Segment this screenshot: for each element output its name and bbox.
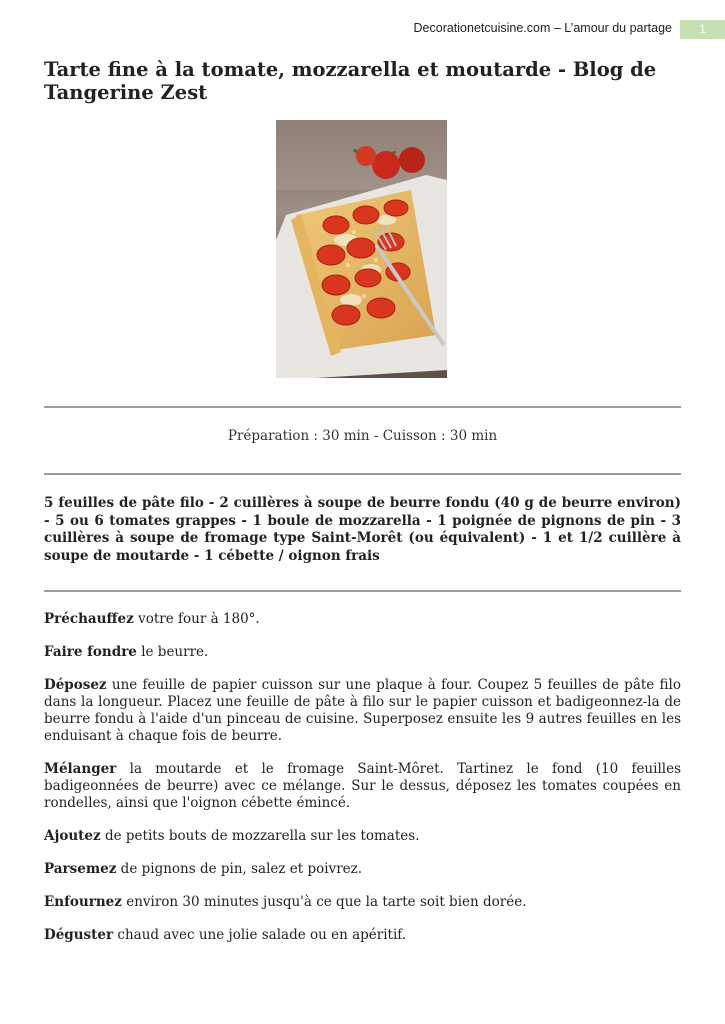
step-text: une feuille de papier cuisson sur une plaque à four. Coupez 5 feuilles de pâte filo dans la longueur. Placez une feuille de pâte à filo sur le papier cuisson et badigeonnez-la de beurre fondu à l'aide d'un pinceau de cuisine. Superposez ensuite les 9 autres feuilles en les enduisant à chaque fois de beurre. <box>44 677 681 744</box>
step-text: le beurre. <box>136 644 209 660</box>
step-verb: Déguster <box>44 927 114 943</box>
step-item <box>44 611 681 628</box>
step-item <box>44 677 681 745</box>
step-text: de petits bouts de mozzarella sur les tomates. <box>100 828 420 844</box>
divider <box>44 406 681 408</box>
prep-time: Préparation : 30 min - Cuisson : 30 min <box>227 428 498 444</box>
page-number: 1 <box>680 20 725 39</box>
step-item <box>44 828 681 845</box>
step-text: de pignons de pin, salez et poivrez. <box>116 861 363 877</box>
ingredients-list: 5 feuilles de pâte filo - 2 cuillères à soupe de beurre fondu (40 g de beurre environ) - 5 ou 6 tomates grappes - 1 boule de mozzarella - 1 poignée de pignons de pin - 3 cuillères à soupe de fromage type Saint-Morêt (ou équivalent) - 1 et 1/2 cuillère à soupe de moutarde - 1 cébette / oignon frais <box>44 495 681 564</box>
divider <box>44 590 681 592</box>
step-verb: Ajoutez <box>44 828 101 844</box>
step-verb: Préchauffez <box>44 611 134 627</box>
step-text: votre four à 180°. <box>133 611 260 627</box>
divider <box>44 473 681 475</box>
step-verb: Mélanger <box>44 761 117 777</box>
page-header <box>0 20 725 40</box>
recipe-photo <box>276 120 447 378</box>
step-item <box>44 927 681 944</box>
step-item <box>44 861 681 878</box>
recipe-steps <box>44 611 681 960</box>
step-text: la moutarde et le fromage Saint-Môret. Tartinez le fond (10 feuilles badigeonnées de beurre) avec ce mélange. Sur le dessus, déposez les tomates coupées en rondelles, ainsi que l'oignon cébette émincé. <box>44 761 681 811</box>
step-text: environ 30 minutes jusqu'à ce que la tarte soit bien dorée. <box>121 894 527 910</box>
step-verb: Déposez <box>44 677 107 693</box>
header-site-name: Decorationetcuisine.com – L’amour du partage <box>413 21 672 35</box>
step-item <box>44 644 681 661</box>
step-verb: Faire fondre <box>44 644 137 660</box>
step-verb: Enfournez <box>44 894 122 910</box>
step-text: chaud avec une jolie salade ou en apéritif. <box>113 927 407 943</box>
step-item <box>44 894 681 911</box>
step-verb: Parsemez <box>44 861 117 877</box>
recipe-title: Tarte fine à la tomate, mozzarella et moutarde - Blog de Tangerine Zest <box>44 58 657 104</box>
step-item <box>44 761 681 812</box>
